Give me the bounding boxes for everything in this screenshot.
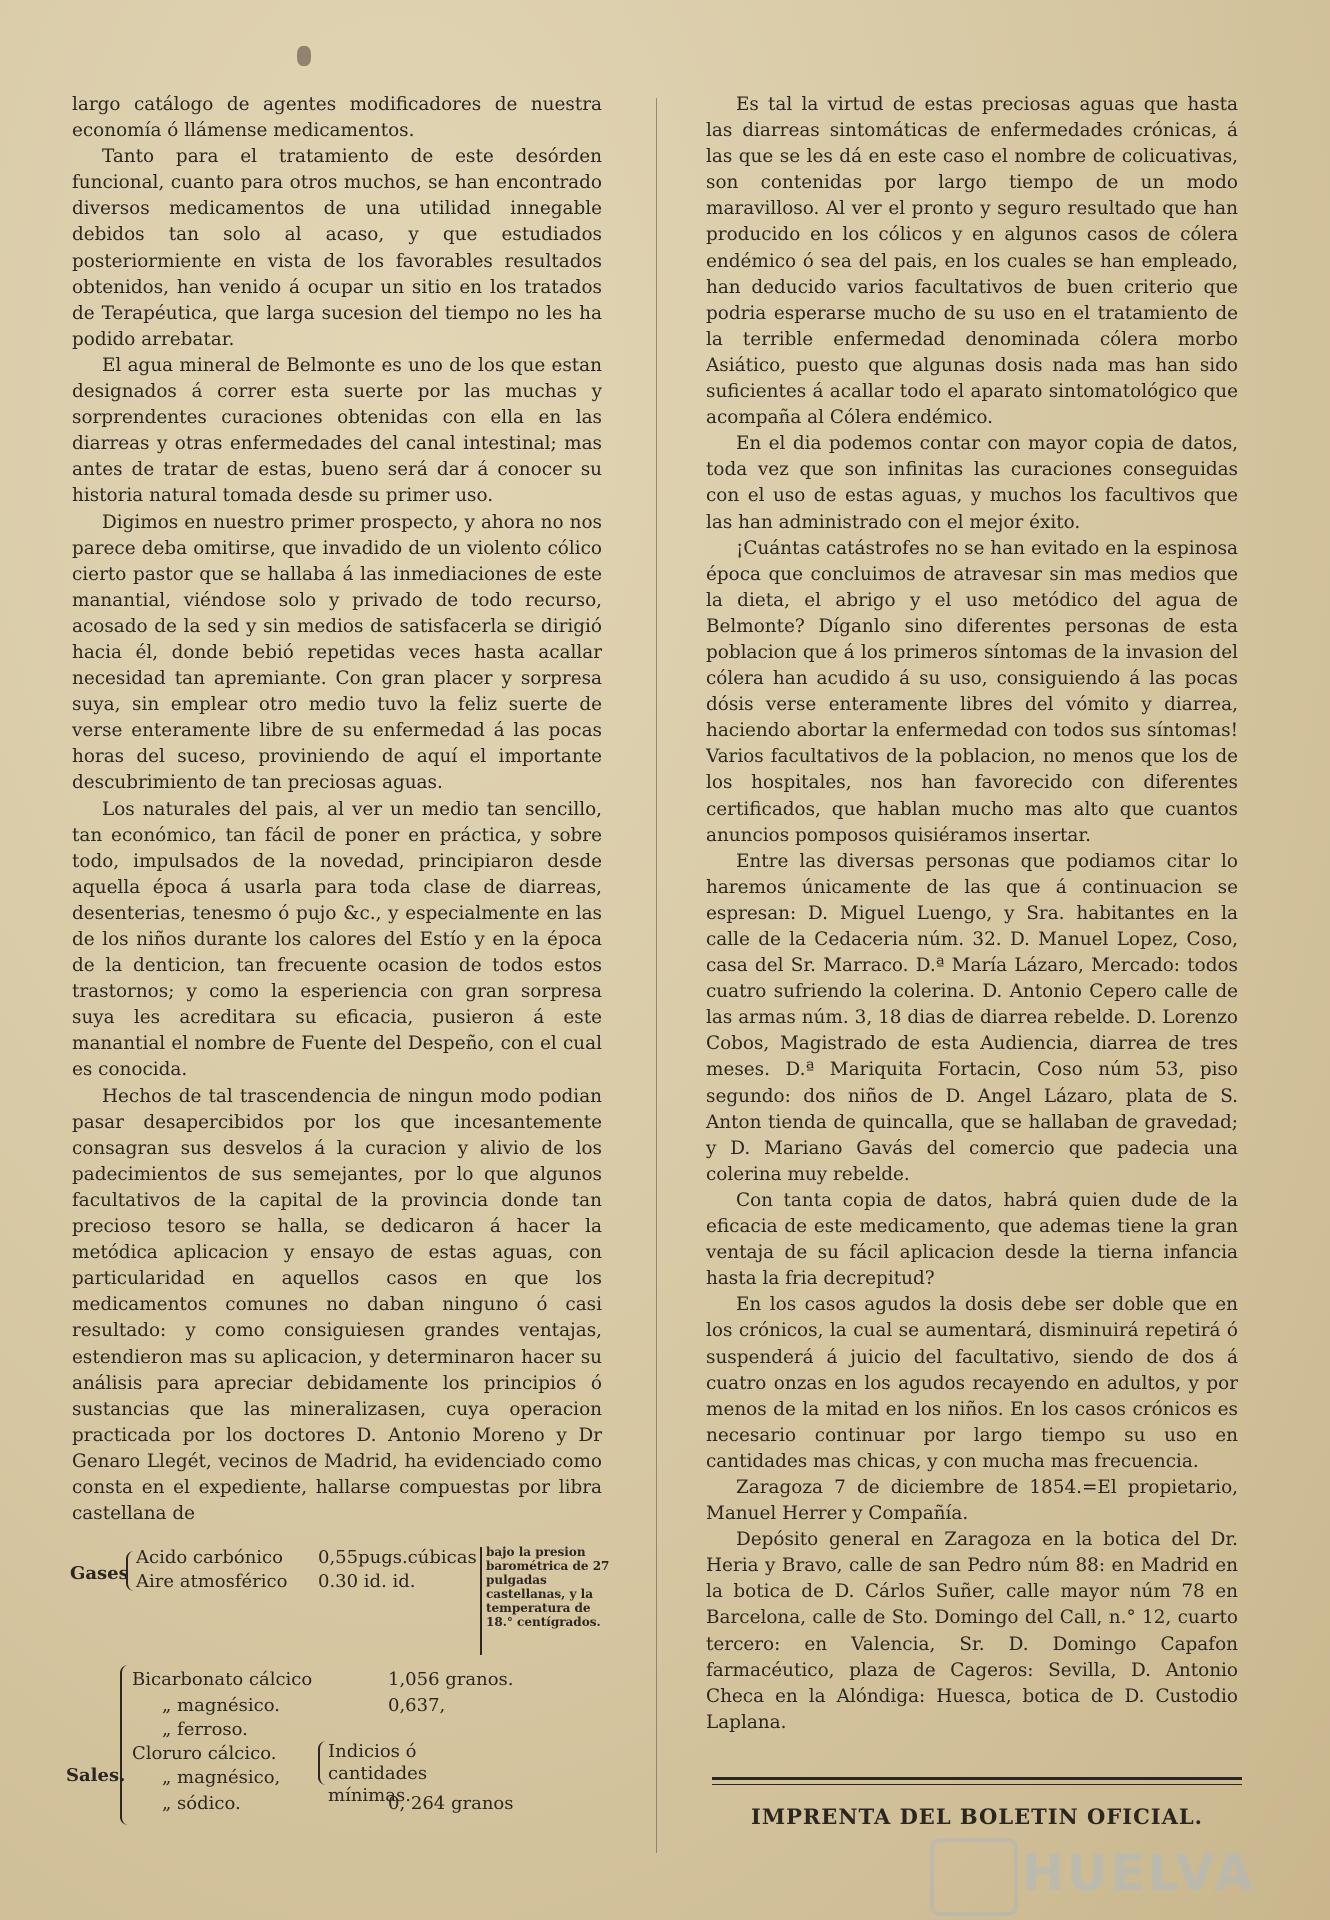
- measurement-note: bajo la presion barométrica de 27 pulgadas castellanas, y la temperatura de 18.° centígrados.: [486, 1545, 610, 1629]
- closing-rule: [712, 1777, 1242, 1789]
- salt-name: „ sódico.: [162, 1793, 241, 1814]
- paragraph: Hechos de tal trascendencia de ningun modo podian pasar desapercibidos por los que incesantemente consagran sus desvelos á la curacion y alivio de los padecimientos de sus semejantes, por lo que algunos facultativos de la capital de la provincia donde tan precioso tesoro se halla, se dedicaron á hacer la metódica aplicacion y ensayo de estas aguas, con particularidad en aquellos casos en que los medicamentos comunes no daban ninguno ó casi resultado: y como consiguiesen grandes ventajas, estendieron mas su aplicacion, y determinaron hacer su análisis para apreciar debidamente los principios ó sustancias que las mineralizasen, cuya operacion practicada por los doctores D. Antonio Moreno y Dr Genaro Llegét, vecinos de Madrid, ha evidenciado como consta en el expediente, hallarse compuestas por libra castellana de: [72, 1085, 602, 1525]
- column-divider: [656, 98, 657, 1853]
- salt-row: [162, 1767, 280, 1788]
- salt-value: 1,056 granos.: [388, 1669, 514, 1690]
- gas-row: [136, 1571, 416, 1592]
- salt-name: Bicarbonato cálcico: [132, 1669, 313, 1690]
- paragraph: Los naturales del pais, al ver un medio tan sencillo, tan económico, tan fácil de poner en práctica, y sobre todo, impulsados de la novedad, principiaron desde aquella época á usarla para toda clase de diarreas, desenterias, tenesmo ó pujo &c., y especialmente en las de los niños durante los calores del Estío y en la época de la denticion, tan frecuente ocasion de todos estos trastornos; y como la esperiencia con gran sorpresa suya les acreditara su eficacia, pusieron á este manantial el nombre de Fuente del Despeño, con el cual es conocida.: [72, 798, 602, 1081]
- salt-name: Cloruro cálcico.: [132, 1743, 277, 1764]
- gas-value: 0.30 id. id.: [318, 1571, 416, 1592]
- archive-watermark: [930, 1838, 1256, 1908]
- rule-line: [712, 1784, 1242, 1785]
- gas-name: Acido carbónico: [136, 1547, 283, 1568]
- salt-name: „ magnésico,: [162, 1767, 281, 1788]
- sales-label: Sales.: [66, 1765, 126, 1786]
- paragraph: En el dia podemos contar con mayor copia de datos, toda vez que son infinitas las curaciones conseguidas con el uso de estas aguas, y muchos los facultivos que las han administrado con el mejor éxito.: [706, 433, 1238, 533]
- salt-row: [162, 1719, 248, 1740]
- composition-table: [66, 1545, 626, 1825]
- salt-value: Indicios ó cantidades mínimas.: [328, 1741, 428, 1806]
- salt-row: [162, 1793, 514, 1814]
- gas-name: Aire atmosférico: [136, 1571, 288, 1592]
- paragraph: Tanto para el tratamiento de este desórden funcional, cuanto para otros muchos, se han encontrado diversos medicamentos de una utilidad innegable debidos tan solo al acaso, y que estudiados posteriormiente en vista de los favorables resultados obtenidos, han venido á ocupar un sitio en los tratados de Terapéutica, que larga sucesion del tiempo no les ha podido arrebatar.: [72, 146, 602, 350]
- left-column: [72, 92, 602, 1527]
- gas-value: 0,55pugs.cúbicas: [318, 1547, 477, 1568]
- salt-name: „ ferroso.: [162, 1719, 248, 1740]
- salt-value: 0, 264 granos: [388, 1793, 514, 1814]
- signature-line: Zaragoza 7 de diciembre de 1854.=El propietario, Manuel Herrer y Compañía.: [706, 1476, 1238, 1525]
- brace: [126, 1551, 134, 1591]
- paragraph: Depósito general en Zaragoza en la botica del Dr. Heria y Bravo, calle de san Pedro núm 88: en Madrid en la botica de D. Cárlos Suñer, calle mayor núm 78 en Barcelona, calle de Sto. Domingo del Call, n.° 12, cuarto tercero: en Valencia, Sr. D. Domingo Capafon farmacéutico, plaza de Cageros: Sevilla, D. Antonio Checa en la Alóndiga: Huesca, botica de D. Custodio Laplana.: [706, 1529, 1238, 1733]
- ink-blot: [297, 46, 311, 66]
- salt-row: [132, 1743, 276, 1764]
- rule-line: [712, 1777, 1242, 1780]
- watermark-text: HUELVA: [1022, 1844, 1256, 1902]
- right-column: [706, 92, 1238, 1736]
- salt-value: 0,637,: [388, 1695, 446, 1716]
- salt-row: [132, 1669, 514, 1690]
- paragraph: Digimos en nuestro primer prospecto, y ahora no nos parece deba omitirse, que invadido de un violento cólico cierto pastor que se hallaba á las inmediaciones de este manantial, viéndose solo y privado de todo recurso, acosado de la sed y sin medios de satisfacerla se dirigió hacia él, donde bebió repetidas veces hasta acallar necesidad tan apremiante. Con gran placer y sorpresa suya, sin emplear otro medio tuvo la feliz suerte de verse enteramente libre de su enfermedad á las pocas horas del suceso, proviniendo de aquí el importante descubrimiento de tan preciosas aguas.: [72, 511, 602, 794]
- salt-row: [162, 1695, 446, 1716]
- printer-imprint: IMPRENTA DEL BOLETIN OFICIAL.: [751, 1804, 1203, 1829]
- paragraph: Con tanta copia de datos, habrá quien dude de la eficacia de este medicamento, que ademas tiene la gran ventaja de su fácil aplicacion desde la tierna infancia hasta la fria decrepitud?: [706, 1189, 1238, 1290]
- paragraph: El agua mineral de Belmonte es uno de los que estan designados á correr esta suerte por las muchas y sorprendentes curaciones obtenidas con ella en las diarreas y otras enfermedades del canal intestinal; mas antes de tratar de estas, bueno será dar á conocer su historia natural tomada desde su primer uso.: [72, 354, 602, 507]
- gas-row: [136, 1547, 477, 1568]
- archive-logo-icon: [930, 1838, 1018, 1916]
- paragraph: Es tal la virtud de estas preciosas aguas que hasta las diarreas sintomáticas de enfermedades crónicas, á las que se les dá en este caso el nombre de colicuativas, son contenidas por largo tiempo de un modo maravilloso. Al ver el pronto y seguro resultado que han producido en los cólicos y en algunos casos de cólera endémico ó sea del pais, en los cuales se han empleado, han deducido varios facultativos de buen criterio que podria esperarse mucho de su uso en el tratamiento de la terrible enfermedad denominada cólera morbo Asiático, puesto que algunas dosis nada mas han sido suficientes á acallar todo el aparato sintomatológico que acompaña al Cólera endémico.: [706, 94, 1238, 429]
- salt-name: „ magnésico.: [162, 1695, 280, 1716]
- paragraph: largo catálogo de agentes modificadores de nuestra economía ó llámense medicamentos.: [72, 94, 602, 142]
- gases-label: Gases: [70, 1563, 129, 1584]
- paragraph: Entre las diversas personas que podiamos citar lo haremos únicamente de las que á continuacion se espresan: D. Miguel Luengo, y Sra. habitantes en la calle de la Cedaceria núm. 32. D. Manuel Lopez, Coso, casa del Sr. Marraco. D.ª María Lázaro, Mercado: todos cuatro sufriendo la colerina. D. Antonio Cepero calle de las armas núm. 3, 18 dias de diarrea rebelde. D. Lorenzo Cobos, Magistrado de esta Audiencia, diarrea de tres meses. D.ª Mariquita Fortacin, Coso núm 53, piso segundo: dos niños de D. Angel Lázaro, plata de S. Anton tienda de quincalla, que se hallaban de gravedad; y D. Mariano Gavás del comercio que padecia una colerina muy rebelde.: [706, 850, 1238, 1185]
- paragraph: En los casos agudos la dosis debe ser doble que en los crónicos, la cual se aumentará, disminuirá repetirá ó suspenderá á juicio del facultativo, siendo de dos á cuatro onzas en los agudos recayendo en adultos, y por menos de la mitad en los niños. En los casos crónicos es necesario continuar por largo tiempo su uso en cantidades mas chicas, y con mucha mas frecuencia.: [706, 1294, 1238, 1472]
- brace: [318, 1741, 326, 1785]
- brace: [120, 1665, 128, 1825]
- paragraph: ¡Cuántas catástrofes no se han evitado en la espinosa época que concluimos de atravesar sin mas medios que la dieta, el abrigo y el uso metódico del agua de Belmonte? Díganlo sino diferentes personas de esta poblacion que á los primeros síntomas de la invasion del cólera han acudido á su uso, consiguiendo á las pocas dósis verse enteramente libres del vómito y diarrea, haciendo abortar la enfermedad con todos sus síntomas! Varios facultativos de la poblacion, no menos que los de los hospitales, nos han favorecido con diferentes certificados, que hablan mucho mas alto que cuantos anuncios pomposos quisiéramos insertar.: [706, 537, 1238, 846]
